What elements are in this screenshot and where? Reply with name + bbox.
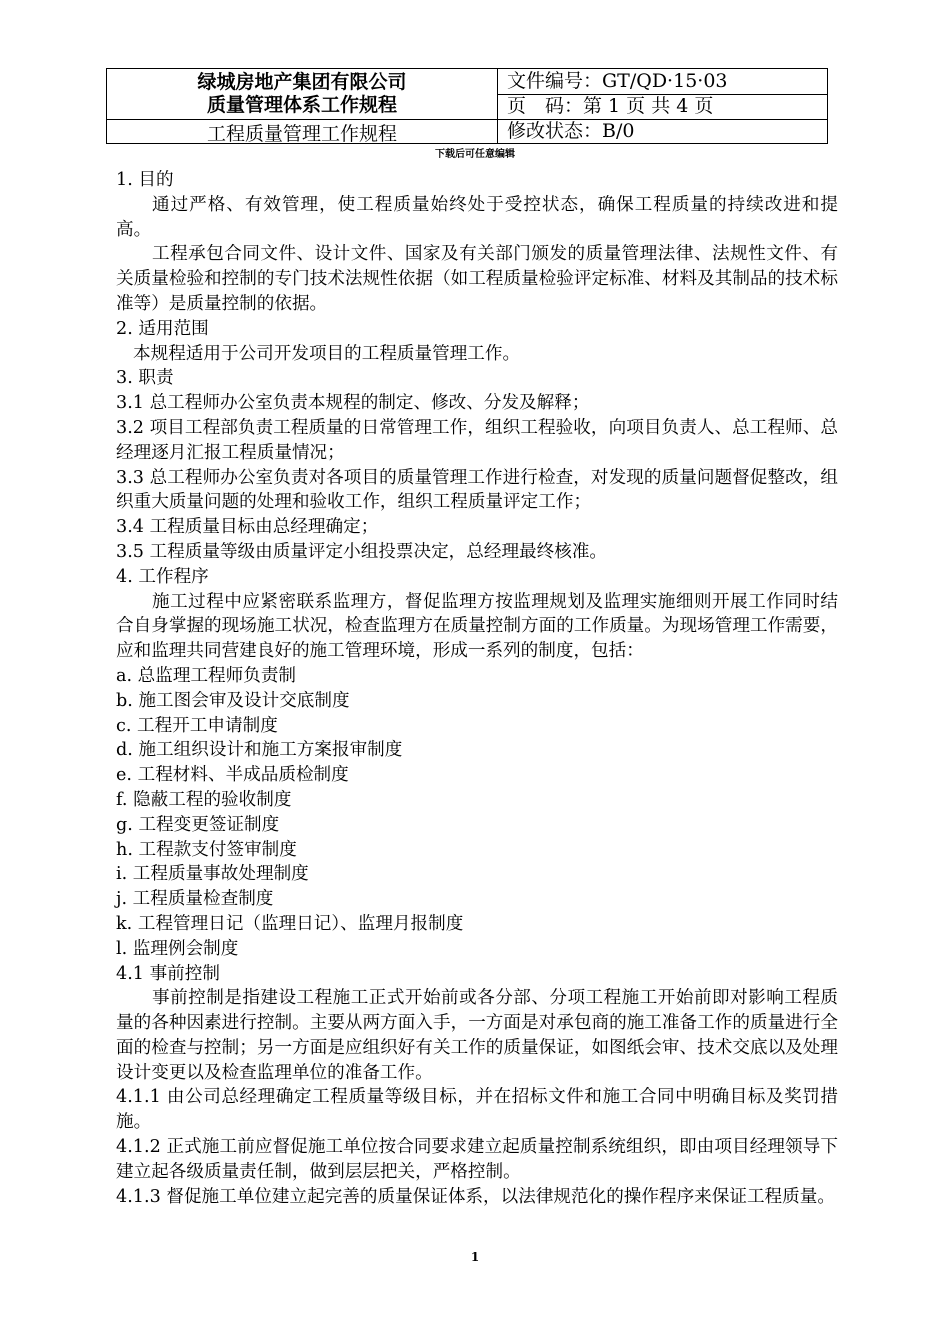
system-name: 质量管理体系工作规程: [206, 94, 397, 116]
body-paragraph: 事前控制是指建设工程施工正式开始前或各分部、分项工程施工开始前即对影响工程质量的各种因素进行控制。主要从两方面入手，一方面是对承包商的施工准备工作的质量进行全面的检查与控制；另一方面是应组织好有关工作的质量保证，如图纸会审、技术交底以及处理设计变更以及检查监理单位的准备工作。: [116, 988, 838, 1083]
list-item: d. 施工组织设计和施工方案报审制度: [116, 740, 403, 761]
page-info: 页 码：第 1 页 共 4 页: [507, 95, 714, 117]
section-heading: 3. 职责: [116, 368, 174, 389]
header-divider: [497, 69, 498, 143]
list-item: 3.1 总工程师办公室负责本规程的制定、修改、分发及解释；: [116, 393, 590, 414]
body-paragraph: 工程承包合同文件、设计文件、国家及有关部门颁发的质量管理法律、法规性文件、有关质量检验和控制的专门技术法规性依据（如工程质量检验评定标准、材料及其制品的技术标准等）是质量控制的依据。: [116, 244, 838, 314]
list-item: k. 工程管理日记（监理日记）、监理月报制度: [116, 913, 464, 934]
company-name: 绿城房地产集团有限公司: [197, 71, 407, 93]
list-item: 3.3 总工程师办公室负责对各项目的质量管理工作进行检查，对发现的质量问题督促整改，组织重大质量问题的处理和验收工作，组织工程质量评定工作；: [116, 467, 838, 513]
list-item: 3.2 项目工程部负责工程质量的日常管理工作，组织工程验收，向项目负责人、总工程师、总经理逐月汇报工程质量情况；: [116, 417, 838, 463]
body-paragraph: 本规程适用于公司开发项目的工程质量管理工作。: [133, 343, 521, 364]
section-heading: 2. 适用范围: [116, 318, 209, 339]
section-heading: 1. 目的: [116, 170, 174, 190]
section-heading: 4. 工作程序: [116, 566, 209, 587]
revision-status: 修改状态：B/0: [507, 120, 635, 142]
list-item: l. 监理例会制度: [116, 938, 239, 959]
document-body: [116, 168, 838, 1209]
list-item: 4.1.1 由公司总经理确定工程质量等级目标，并在招标文件和施工合同中明确目标及奖罚措施。: [116, 1087, 838, 1133]
body-paragraph: 施工过程中应紧密联系监理方，督促监理方按监理规划及监理实施细则开展工作同时结合自身掌握的现场施工状况，检查监理方在质量控制方面的工作质量。为现场管理工作需要，应和监理共同营建良好的施工管理环境，形成一系列的制度，包括：: [116, 591, 838, 662]
list-item: f. 隐蔽工程的验收制度: [116, 789, 292, 810]
list-item: 3.4 工程质量目标由总经理确定；: [116, 517, 379, 538]
list-item: i. 工程质量事故处理制度: [116, 864, 309, 885]
list-item: e. 工程材料、半成品质检制度: [116, 765, 349, 786]
list-item: 3.5 工程质量等级由质量评定小组投票决定，总经理最终核准。: [116, 541, 608, 562]
section-heading: 4.1 事前控制: [116, 963, 220, 984]
download-note: 下载后可任意编辑: [435, 149, 515, 160]
list-item: b. 施工图会审及设计交底制度: [116, 690, 350, 711]
list-item: 4.1.3 督促施工单位建立起完善的质量保证体系，以法律规范化的操作程序来保证工程质量。: [116, 1186, 835, 1207]
list-item: g. 工程变更签证制度: [116, 814, 280, 835]
list-item: 4.1.2 正式施工前应督促施工单位按合同要求建立起质量控制系统组织，即由项目经理领导下建立起各级质量责任制，做到层层把关，严格控制。: [116, 1137, 838, 1182]
header-company-cell: [107, 69, 497, 119]
list-item: j. 工程质量检查制度: [116, 889, 274, 910]
file-number: 文件编号：GT/QD·15·03: [507, 70, 728, 92]
document-title: 工程质量管理工作规程: [206, 122, 397, 145]
list-item: c. 工程开工申请制度: [116, 715, 278, 736]
body-paragraph: 通过严格、有效管理，使工程质量始终处于受控状态，确保工程质量的持续改进和提高。: [116, 194, 838, 240]
list-item: h. 工程款支付签审制度: [116, 839, 297, 860]
document-header-table: [106, 68, 828, 144]
page-number: 1: [470, 1250, 480, 1264]
list-item: a. 总监理工程师负责制: [116, 665, 297, 686]
